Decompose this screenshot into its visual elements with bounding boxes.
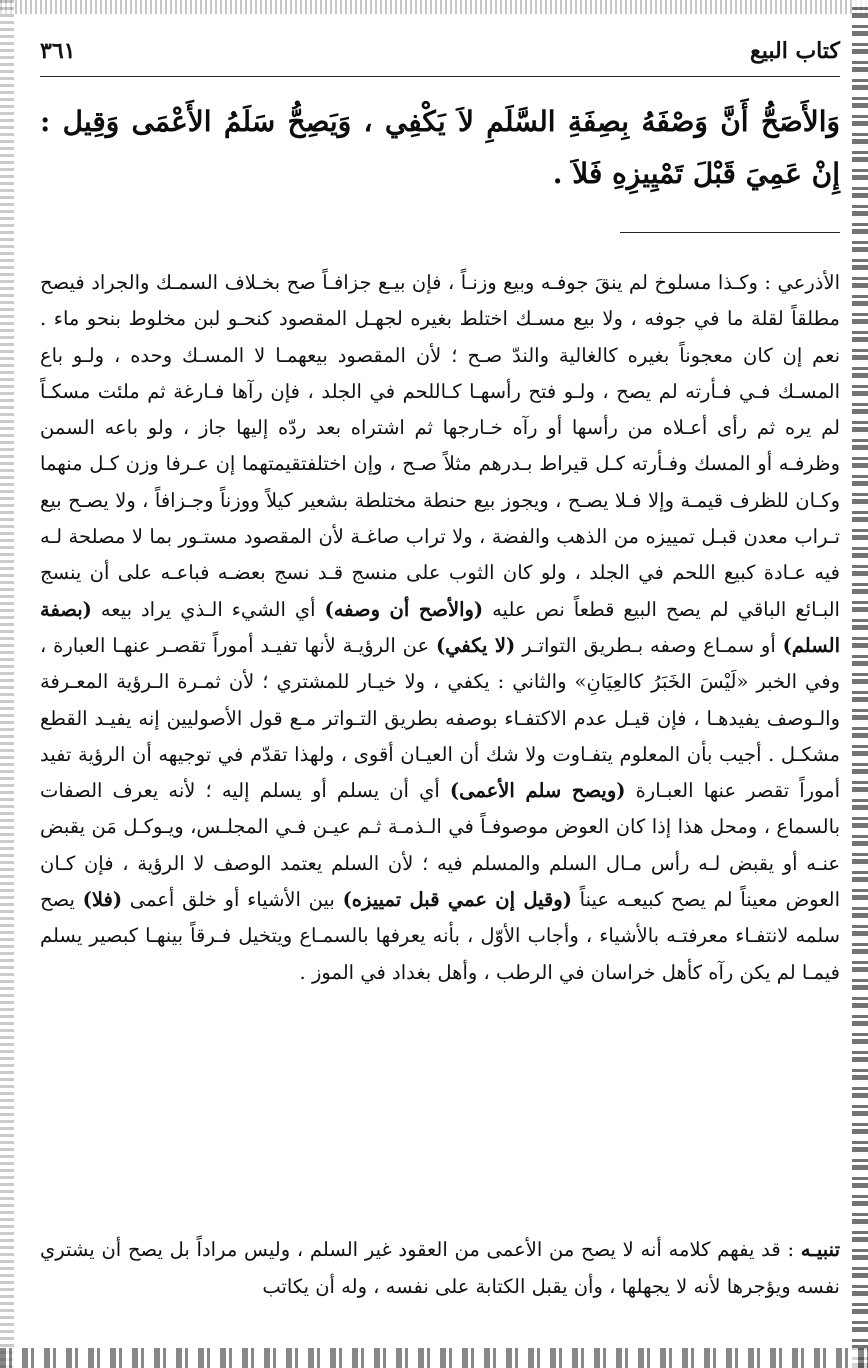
quoted-matn: (فلا) bbox=[82, 888, 123, 912]
commentary-paragraph bbox=[40, 265, 840, 991]
commentary-text: الأذرعي : وكـذا مسلوخ لم ينقَ جوفـه وبيع وزنـاً ، فإن بيـع جزافـاً صح بخـلاف السمـك والجراد فيصح مطلقاً لقلة ما في جوفه ، ولا بيع مسـك اختلط بغيره لجهـل المقصود كنحـو لبن مخلوط بنحو ماء . نعم إن كان معجوناً بغيره كالغالية والندّ صـح ؛ لأن المقصود بيعهمـا لا المسـك وحده ، ولـو باع المسـك فـي فـأرته لم يصح ، ولـو فتح رأسهـا كـاللحم في الجلد ، فإن رآها فـارغة ثم ملئت مسكـاً لم يره ثم رأى أعـلاه من رأسها أو رآه خـارجها ثم اشتراه بعد ردّه إليها جاز ، ولو باعه السمن وظرفـه أو المسك وفـأرته كـل قيراط بـدرهم مثلاً صـح ، وإن اختلفتقيمتهما إن عـرفا وزن كـل منهما وكـان للظرف قيمـة وإلا فـلا يصـح ، ويجوز بيع حنطة مختلطة بشعير كيلاً ووزناً وجـزافاً ، ولا يصـح بيع تـراب معدن قبـل تمييزه من الذهب والفضة ، ولا تراب صاغـة لأن المقصود مستـور بما لا مصلحة لـه فيه عـادة كبيع اللحم في الجلد ، ولو كان الثوب على منسج قـد نسج بعضـه فباعـه على أن ينسج البـائع الباقي لم يصح البيع قطعاً نص عليه bbox=[40, 271, 840, 621]
commentary-text: عن الرؤيـة لأنها تفيـد أموراً تقصـر عنهـا العبارة ، وفي الخبر «لَيْسَ الخَبَرُ كالعِيَانِ» والثاني : يكفي ، ولا خيـار للمشتري ؛ لأن ثمـرة الـرؤية المعـرفة والـوصف يفيدهـا ، فإن قيـل عدم الاكتفـاء بوصفه بطريق التـواتر مـع قول الأصوليين إنه يفيـد القطع مشكـل . أجيب بأن المعلوم يتفـاوت ولا شك أن العيـان أقوى ، ولهذا تقدّم في توجيهه أن الرؤية تفيد أموراً تقصر عنها العبـارة bbox=[40, 633, 840, 803]
header-title: كتاب البيع bbox=[750, 38, 840, 64]
commentary-text: يصح سلمه لانتفـاء معرفتـه بالأشياء ، وأجاب الأوّل ، بأنه يعرفها بالسمـاع ويتخيل فـرقاً بينهـا كبصير يسلم فيمـا لم يكن رآه كأهل خراسان في الرطب ، وأهل بغداد في الموز . bbox=[40, 888, 840, 984]
matn-text: وَالأَصَحُّ أَنَّ وَصْفَهُ بِصِفَةِ السَّلَمِ لاَ يَكْفِي ، وَيَصِحُّ سَلَمُ الأَعْمَى وَقِيل : إِنْ عَمِيَ قَبْلَ تَمْيِيزِهِ فَلاَ . bbox=[40, 105, 840, 190]
ornamental-border-top bbox=[0, 0, 868, 14]
matn-divider bbox=[620, 232, 840, 233]
commentary-text: أي الشيء الـذي يراد بيعه bbox=[91, 597, 325, 621]
quoted-matn: (ويصح سلم الأعمى) bbox=[449, 779, 626, 803]
ornamental-border-right bbox=[852, 0, 868, 1368]
quoted-matn: (والأصح أن وصفه) bbox=[324, 597, 484, 621]
ornamental-border-bottom bbox=[0, 1348, 868, 1368]
note-text: : قد يفهم كلامه أنه لا يصح من الأعمى من العقود غير السلم ، وليس مراداً بل يصح أن يشتري نفسه ويؤجرها لأنه لا يجهلها ، وأن يقبل الكتابة على نفسه ، وله أن يكاتب bbox=[40, 1238, 840, 1298]
note-label: تنبيـه bbox=[800, 1238, 840, 1261]
commentary-text: بين الأشياء أو خلق أعمى bbox=[122, 888, 343, 912]
page-number: ٣٦١ bbox=[40, 38, 76, 64]
quoted-matn: (بصفة السلم) bbox=[40, 597, 840, 657]
note-paragraph bbox=[40, 1232, 840, 1305]
ornamental-border-left bbox=[0, 0, 14, 1368]
quoted-matn: (لا يكفي) bbox=[435, 633, 516, 657]
commentary-text: أو سمـاع وصفه بـطريق التواتـر bbox=[515, 633, 783, 657]
running-header bbox=[40, 38, 840, 72]
header-divider bbox=[40, 76, 840, 77]
quoted-matn: (وقيل إن عمي قبل تمييزه) bbox=[342, 888, 572, 912]
commentary-text: أي أن يسلم أو يسلم إليه ؛ لأنه يعرف الصفات بالسماع ، ومحل هذا إذا كان العوض موصوفـاً في الـذمـة ثـم عيـن فـي المجلـس، ويـوكـل مَن يقبض عنـه أو يقبض لـه رأس مـال السلم والمسلم فيه ؛ لأن السلم يعتمد الوصف لا الرؤية ، فإن كـان العوض معيناً لم يصح كبيعـه عيناً bbox=[40, 779, 841, 912]
